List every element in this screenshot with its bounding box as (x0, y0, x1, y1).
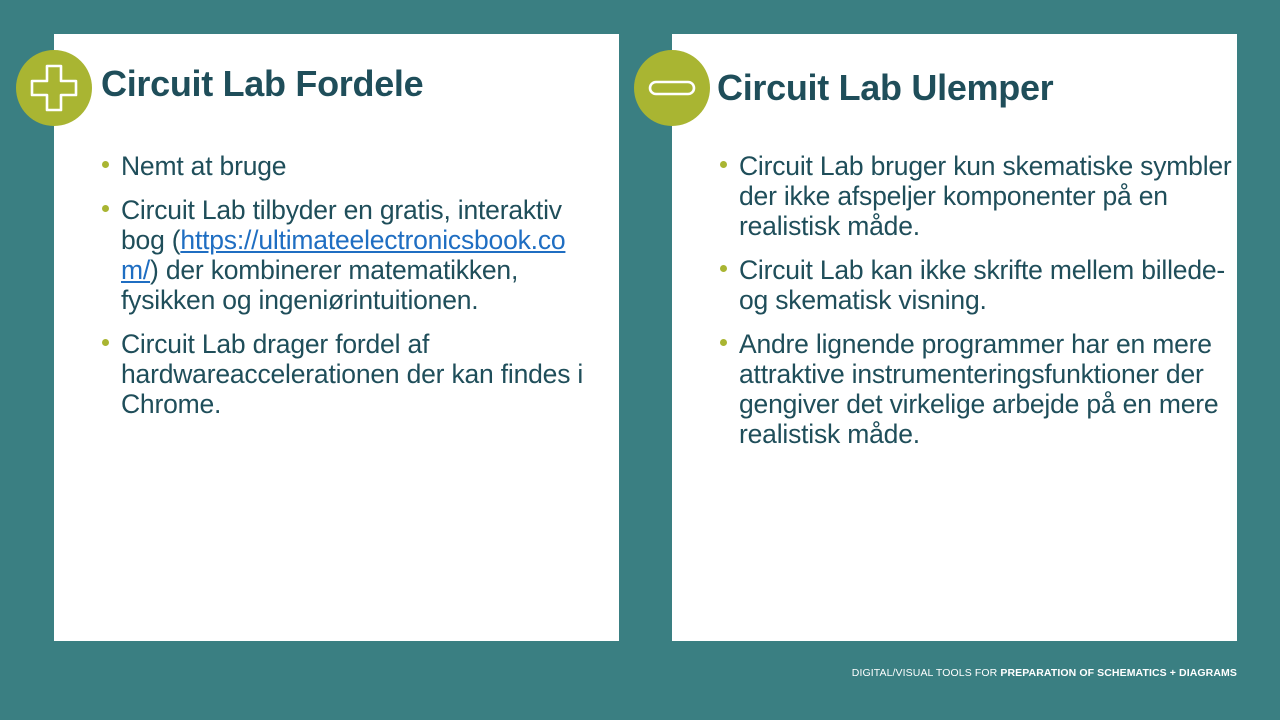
cons-list (739, 151, 1234, 463)
bullet-dot-icon (720, 265, 727, 272)
pros-title: Circuit Lab Fordele (101, 63, 424, 104)
bullet-dot-icon (102, 205, 109, 212)
footer-text-bold: PREPARATION OF SCHEMATICS + DIAGRAMS (1000, 667, 1237, 679)
bullet-text: Circuit Lab drager fordel af hardwareaccelerationen der kan findes i Chrome. (121, 329, 584, 419)
list-item (739, 255, 1234, 315)
cons-title: Circuit Lab Ulemper (717, 67, 1054, 108)
list-item (739, 329, 1234, 449)
footer-text: DIGITAL/VISUAL TOOLS FOR (851, 667, 1001, 679)
list-item (739, 151, 1234, 241)
list-item (121, 151, 601, 181)
bullet-text: Nemt at bruge (121, 151, 287, 181)
bullet-text-prefix: Circuit Lab tilbyder en gratis, interaktiv bog ( (121, 195, 562, 255)
bullet-text: Andre lignende programmer har en mere attraktive instrumenteringsfunktioner der gengiver det virkelige arbejde på en mere realistisk måde. (739, 329, 1219, 449)
minus-icon (634, 50, 710, 126)
bullet-dot-icon (102, 161, 109, 168)
list-item (121, 195, 601, 315)
pros-list (121, 151, 601, 433)
bullet-text-suffix: ) der kombinerer matematikken, fysikken og ingeniørintuitionen. (121, 255, 519, 315)
bullet-text: Circuit Lab bruger kun skematiske symbler der ikke afspeljer komponenter på en realistisk måde. (739, 151, 1232, 241)
book-link[interactable]: https://ultimateelectronicsbook.com/ (121, 225, 566, 285)
slide-footer (852, 667, 1237, 679)
bullet-text: Circuit Lab kan ikke skrifte mellem billede- og skematisk visning. (739, 255, 1226, 315)
bullet-dot-icon (720, 339, 727, 346)
bullet-dot-icon (102, 339, 109, 346)
list-item (121, 329, 601, 419)
plus-icon (16, 50, 92, 126)
bullet-dot-icon (720, 161, 727, 168)
